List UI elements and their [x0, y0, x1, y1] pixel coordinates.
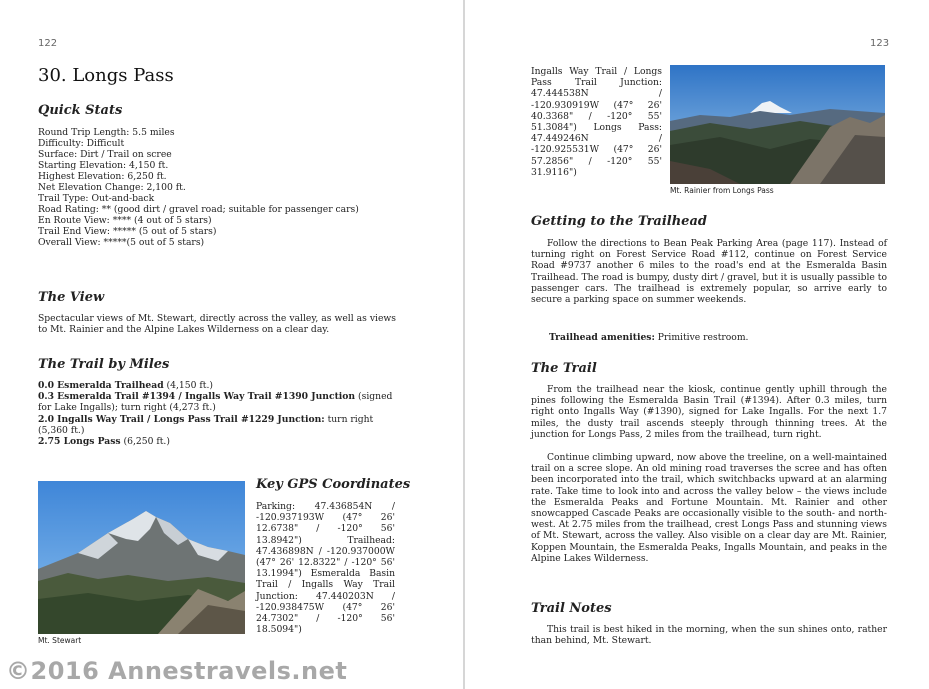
trail-paragraph: Continue climbing upward, now above the treeline, on a well-maintained trail on a scree slope. An old mining road traverses the scree and has often been incorporated into the trail, which switchbacks upward at an alarming rate. Take time to look into and across the valley below – the views include the Esmeralda Peaks and Fortune Mountain. Mt. Rainier and other snowcapped Cascade Peaks are occasionally visible to the south- and north-west. At 2.75 miles from the trailhead, crest Longs Pass and stunning views of Mt. Stewart, across the valley. Also visible on a clear day are Mt. Rainier, Koppen Mountain, the Esmeralda Peaks, Ingalls Mountain, and peaks in the Alpine Lakes Wilderness.	[531, 452, 887, 564]
stat-line: Highest Elevation: 6,250 ft.	[38, 171, 167, 182]
stat-line: Starting Elevation: 4,150 ft.	[38, 160, 169, 171]
the-trail-heading: The Trail	[531, 361, 597, 376]
amenities-value: Primitive restroom.	[654, 332, 749, 343]
trail-by-miles-heading: The Trail by Miles	[38, 357, 170, 372]
the-view-text: Spectacular views of Mt. Stewart, directly across the valley, as well as views to Mt. Rainier and the Alpine Lakes Wilderness on a clear day.	[38, 313, 396, 336]
right-page	[465, 0, 929, 689]
quick-stats-list	[38, 127, 408, 248]
trail-notes-heading: Trail Notes	[531, 601, 612, 616]
mile-detail: (4,150 ft.)	[163, 380, 213, 391]
photo-caption: Mt. Rainier from Longs Pass	[670, 186, 774, 195]
mile-detail: (signed for Lake Ingalls); turn right (4,273 ft.)	[38, 391, 393, 414]
trail-by-miles-list	[38, 380, 396, 447]
getting-to-trailhead-text: Follow the directions to Bean Peak Parking Area (page 117). Instead of turning right on Forest Service Road #112, continue on Forest Service Road #9737 another 6 miles to the road's end at the Esmeralda Basin Trailhead. The road is bumpy, dusty dirt / gravel, but it is usually passible to passenger cars. The trailhead is extremely popular, so arrive early to secure a parking space on summer weekends.	[531, 238, 887, 306]
mt-stewart-photo	[38, 481, 245, 634]
mile-marker: 2.75 Longs Pass	[38, 436, 121, 448]
left-page	[0, 0, 463, 689]
stat-line: En Route View: **** (4 out of 5 stars)	[38, 215, 212, 226]
mile-marker: 0.3 Esmeralda Trail #1394 / Ingalls Way Trail #1390 Junction	[38, 391, 356, 403]
stat-line: Difficulty: Difficult	[38, 138, 125, 149]
trailhead-amenities	[549, 332, 879, 343]
mile-detail: turn right (5,360 ft.)	[38, 413, 374, 436]
mt-rainier-photo	[670, 65, 885, 184]
mile-item	[38, 380, 396, 391]
stat-line: Net Elevation Change: 2,100 ft.	[38, 182, 186, 193]
mile-detail: (6,250 ft.)	[120, 436, 170, 448]
amenities-label: Trailhead amenities:	[549, 332, 655, 343]
trail-notes-text: This trail is best hiked in the morning, when the sun shines onto, rather than behind, Mt. Stewart.	[531, 624, 887, 647]
quick-stats-heading: Quick Stats	[38, 103, 123, 118]
mile-item	[38, 436, 396, 447]
getting-to-trailhead-heading: Getting to the Trailhead	[531, 214, 707, 229]
copyright-watermark: ©2016 Annestravels.net	[6, 657, 348, 685]
photo-caption: Mt. Stewart	[38, 636, 82, 645]
stat-line: Overall View: *****(5 out of 5 stars)	[38, 237, 205, 248]
gps-continued-text: Ingalls Way Trail / Longs Pass Trail Junction: 47.444538N / -120.930919W (47° 26' 40.3368" / -120° 55' 51.3084") Longs Pass: 47.449246N / -120.925531W (47° 26' 57.2856" / -120° 55' 31.9116")	[531, 66, 662, 178]
mile-item	[38, 414, 396, 436]
stat-line: Trail End View: ***** (5 out of 5 stars)	[38, 226, 217, 237]
page-number: 123	[870, 38, 890, 49]
mile-marker: 2.0 Ingalls Way Trail / Longs Pass Trail #1229 Junction:	[38, 413, 325, 425]
chapter-title: 30. Longs Pass	[38, 65, 174, 86]
the-view-heading: The View	[38, 290, 105, 305]
stat-line: Surface: Dirt / Trail on scree	[38, 149, 172, 160]
mile-marker: 0.0 Esmeralda Trailhead	[38, 380, 164, 391]
stat-line: Trail Type: Out-and-back	[38, 193, 155, 204]
stat-line: Road Rating: ** (good dirt / gravel road; suitable for passenger cars)	[38, 204, 359, 215]
mile-item	[38, 391, 396, 413]
gps-text: Parking: 47.436854N / -120.937193W (47° 26' 12.6738" / -120° 56' 13.8942") Trailhead: 47.436898N / -120.937000W (47° 26' 12.8322" / -120° 56' 13.1994") Esmeralda Basin Trail / Ingalls Way Trail Junction: 47.440203N / -120.938475W (47° 26' 24.7302" / -120° 56' 18.5094")	[256, 501, 395, 636]
trail-paragraph: From the trailhead near the kiosk, continue gently uphill through the pines following the Esmeralda Basin Trail (#1394). After 0.3 miles, turn right onto Ingalls Way (#1390), signed for Lake Ingalls. For the next 1.7 miles, the dusty trail ascends steeply through thinning trees. At the junction for Longs Pass, 2 miles from the trailhead, turn right.	[531, 384, 887, 440]
stat-line: Round Trip Length: 5.5 miles	[38, 127, 175, 138]
page-number: 122	[38, 38, 58, 49]
gps-heading: Key GPS Coordinates	[256, 477, 411, 492]
